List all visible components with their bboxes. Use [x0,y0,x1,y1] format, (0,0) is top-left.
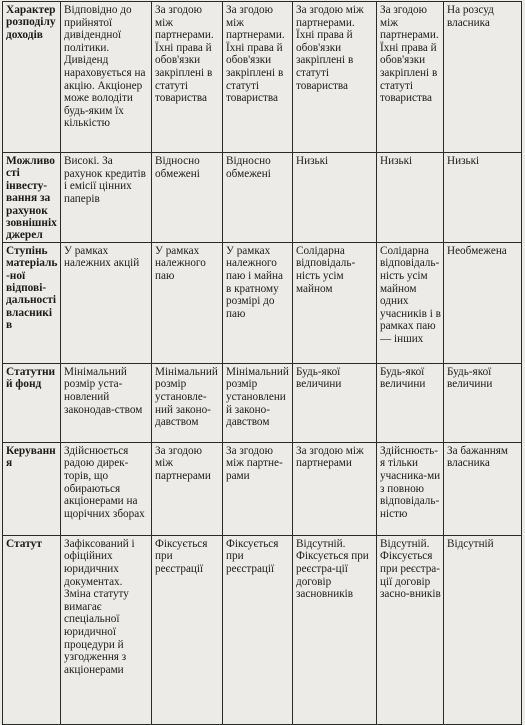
table-cell: У рамках належних акцій [61,242,152,363]
table-cell: Зафіксований і офіційних юридичних документах. Зміна статуту вимагає спеціальної юридичної процедури й узгодження з акціонерами [61,535,152,724]
table-cell: Відсутній. Фіксується при реєстра-ції договір засновників [293,535,377,724]
table-row [3,363,522,442]
table-cell: Відповідно до прийнятої дивідендної політики. Дивіденд нараховується на акцію. Акціонер може володіти будь-яким їх кількістю [61,2,152,153]
table-cell: Мінімальний розмір уста-новлений законодав-ством [61,363,152,442]
row-header: Статут [3,535,61,724]
table-cell: За згодою між партне-рами [223,442,293,535]
row-header: Характер розподілу доходів [3,2,61,153]
table-cell: Відносно обмежені [223,153,293,243]
comparison-table [2,1,522,725]
table-cell: Низькі [444,153,522,243]
table-cell: За згодою між партнерами [293,442,377,535]
table-cell: За згодою між партнерами. Їхні права й обов'язки закріплені в статуті товариства [223,2,293,153]
table-cell: Здійснюєть-я тільки учасника-ми з повною відповідаль-ністю [377,442,444,535]
table-cell: Мінімальний розмір установлений законо-давством [223,363,293,442]
table-row [3,242,522,363]
row-header: Можливості інвесту-вання за рахунок зовнішніх джерел [3,153,61,243]
table-cell: За згодою між партнерами. Їхні права й обов'язки закріплені в статуті товариства [152,2,223,153]
table-cell: За згодою між партнерами. Їхні права й обов'язки закріплені в статуті товариства [377,2,444,153]
table-cell: У рамках належного паю і майна в кратному розмірі до паю [223,242,293,363]
table-cell: Відносно обмежені [152,153,223,243]
table-cell: Будь-якої величини [444,363,522,442]
table-row [3,153,522,243]
table-cell: Будь-якої величини [293,363,377,442]
table-cell: Низькі [377,153,444,243]
table-row [3,2,522,153]
table-cell: Будь-якої величини [377,363,444,442]
table-cell: Відсутній. Фіксується при реєстра-ції договір засно-вників [377,535,444,724]
table-cell: У рамках належного паю [152,242,223,363]
table-cell: Мінімальний розмір установле-ний законо-давством [152,363,223,442]
table-cell: Необмежена [444,242,522,363]
row-header: Статутний фонд [3,363,61,442]
table-row [3,535,522,724]
table-cell: Здійснюється радою дирек-торів, що обираються акціонерами на щорічних зборах [61,442,152,535]
table-cell: Високі. За рахунок кредитів і емісії цінних паперів [61,153,152,243]
table-cell: Низькі [293,153,377,243]
table-cell: Солідарна відповідаль-ність усім майном [293,242,377,363]
table-cell: За бажанням власника [444,442,522,535]
table-cell: Фіксується при реєстрації [152,535,223,724]
table-row [3,442,522,535]
table-cell: Солідарна відповідаль-ність усім майном одних учасників і в рамках паю — інших [377,242,444,363]
table-cell: Фіксується при реєстрації [223,535,293,724]
row-header: Ступінь матеріаль-ної відпові-дальності власників [3,242,61,363]
row-header: Керування [3,442,61,535]
table-cell: На розсуд власника [444,2,522,153]
table-cell: За згодою між партнерами. Їхні права й обов'язки закріплені в статуті товариства [293,2,377,153]
table-cell: Відсутній [444,535,522,724]
table-cell: За згодою між партнерами [152,442,223,535]
